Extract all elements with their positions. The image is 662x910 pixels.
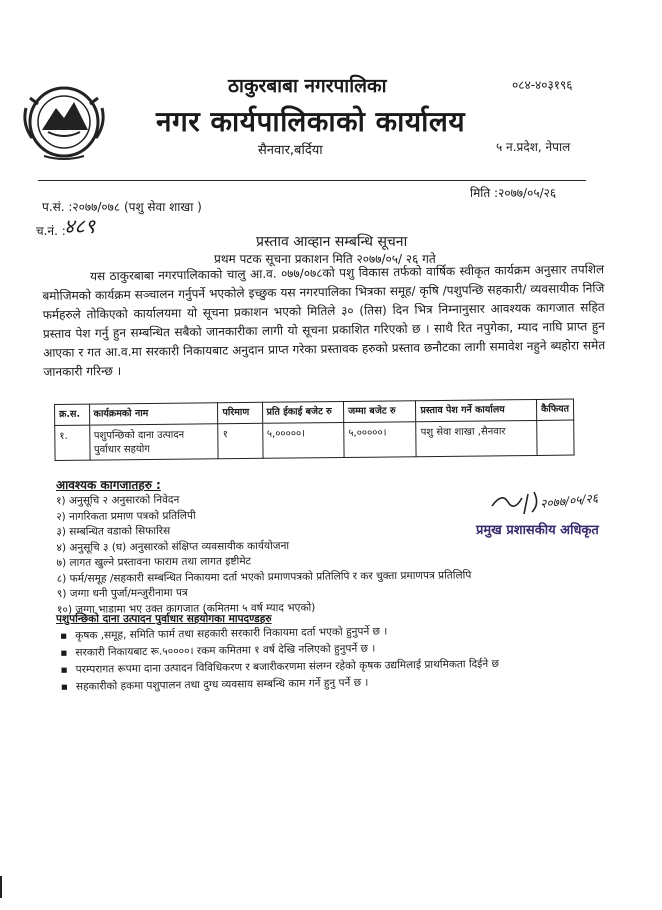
- list-item: ▪ कृषक ,समूह, समिति फार्म तथा सहकारी सरकारी निकायमा दर्ता भएको हुनुपर्ने छ ।: [60, 622, 499, 645]
- cell-quantity: १: [218, 423, 262, 458]
- cell-unit-budget: ५,०००००।: [262, 422, 344, 458]
- office-address: सैनवार,बर्दिया: [258, 143, 323, 158]
- municipality-name: ठाकुरबाबा नगरपालिका: [228, 75, 387, 97]
- standards-list: [60, 622, 499, 696]
- list-item: ▪ सरकारी निकायबाट रू.५००००। रकम कमितमा १ वर्ष देखि नलिएको हुनुपर्ने छ ।: [60, 639, 499, 662]
- office-name: नगर कार्यपालिकाको कार्यालय: [156, 105, 466, 138]
- table-row: [55, 420, 574, 460]
- notice-body: [42, 260, 606, 382]
- chalani-label: च.नं. :: [36, 224, 66, 238]
- notice-subtitle: प्रथम पटक सूचना प्रकाशन मिति २०७७/०५/ २६ गते: [214, 252, 436, 266]
- col-quantity: परिमाण: [218, 402, 262, 423]
- list-item: ८) फर्म/समूह /सहकारी सम्बन्धित निकायमा दर्ता भएको प्रमाणपत्रको प्रतिलिपि र कर चुक्ता प्रमाणपत्र प्रतिलिपि: [56, 568, 472, 585]
- phone-number: ०८४-४०३१९६: [512, 78, 573, 92]
- col-program-name: कार्यक्रमको नाम: [89, 403, 218, 425]
- list-item: १) अनुसूचि २ अनुसारको निवेदन: [56, 493, 180, 507]
- col-total-budget: जम्मा बजेट रु: [343, 401, 416, 423]
- scan-edge-mark: [0, 876, 2, 898]
- province-label: ५ न.प्रदेश, नेपाल: [496, 140, 571, 154]
- program-table: [54, 399, 575, 461]
- list-item: ▪ परम्परागत रूपमा दाना उत्पादन विविधिकरण र बजारीकरणमा संलग्न रहेको कृषक उद्यमिलाई प्राथमिकता दिईने छ: [60, 656, 499, 679]
- cell-remarks: [537, 420, 574, 455]
- notice-title: प्रस्ताव आव्हान सम्बन्धि सूचना: [256, 234, 408, 250]
- header-divider: [38, 180, 586, 181]
- issue-date: मिति :२०७७/०५/२६: [470, 186, 557, 200]
- list-item: १०) जग्गा भाडामा भए उक्त कागजात (कमितमा ५ वर्ष म्याद भएको): [56, 601, 316, 616]
- list-item: ३) सम्बन्धित वडाको सिफारिस: [56, 525, 171, 538]
- cell-serial: १.: [55, 425, 90, 460]
- cell-total-budget: ५,०००००।: [344, 422, 417, 458]
- standards-heading: पशुपन्छिको दाना उत्पादन पुर्वाधार सहयोगका मापदण्डहरु: [56, 613, 272, 625]
- list-item: ▪ सहकारीको हकमा पशुपालन तथा दुग्ध व्यवसाय सम्बन्धि काम गर्ने हुनु पर्ने छ ।: [61, 673, 500, 696]
- requirements-heading: आवश्यक कागजातहरु :: [56, 478, 161, 492]
- col-unit-budget: प्रति ईकाई बजेट रु: [262, 401, 344, 423]
- signature-date: २०७७/०५/२६: [539, 491, 599, 511]
- cell-submit-office: पशु सेवा शाखा ,सैनवार: [416, 420, 537, 456]
- cell-program-name: पशुपन्छिको दाना उत्पादन पुर्वाधार सहयोग: [89, 424, 218, 460]
- col-remarks: कैफियत: [536, 399, 573, 420]
- requirements-list: [56, 490, 472, 618]
- list-item: ९) जग्गा धनी पुर्जा/मन्जुरीनामा पत्र: [56, 586, 188, 600]
- patra-sankhya: प.सं. :२०७७/०७८ (पशु सेवा शाखा ): [42, 200, 202, 214]
- list-item: ७) लागत खुल्ने प्रस्तावना फाराम तथा लागत इष्टीमेट: [56, 555, 251, 569]
- signatory-title: प्रमुख प्रशासकीय अधिकृत: [476, 523, 599, 538]
- list-item: ४) अनुसूचि ३ (घ) अनुसारको संक्षिप्त व्यवसायीक कार्ययोजना: [56, 539, 290, 554]
- chalani-number: ४८९: [64, 214, 96, 238]
- notice-body-paragraph: यस ठाकुरबाबा नगरपालिकाको चालु आ.व. ०७७/०७८को पशु विकास तर्फको वार्षिक स्वीकृत कार्यक्रम अनुसार तपशिल बमोजिमको कार्यक्रम सञ्चालन गर्नुपर्ने भएकोले इच्छुक यस नगरपालिका भित्रका समूह/ कृषि /पशुपन्छि सहकारी/ व्यवसायीक निजि फर्महरुले तोकिएको कार्यालयमा यो सूचना प्रकाशन भएको मितिले ३० (तिस) दिन भित्र निम्नानुसार आवश्यक कागजात सहित प्रस्ताव पेश गर्नु हुन सम्बन्धित सबैको जानकारीका लागी यो सूचना प्रकाशित गरिएको छ । साथै रित नपुगेका, म्याद नाघि प्राप्त हुन आएका र गत आ.व.मा सरकारी निकायबाट अनुदान प्राप्त गरेका प्रस्तावक हरुको प्रस्ताव छनौटका लागी समावेश नहुने ब्यहोरा समेत जानकारी गरिन्छ ।: [42, 262, 606, 379]
- col-serial: क्र.स.: [55, 404, 90, 425]
- municipality-seal-icon: [18, 78, 110, 164]
- col-submit-office: प्रस्ताव पेश गर्ने कार्यालय: [416, 399, 537, 421]
- list-item: २) नागरिकता प्रमाण पत्रको प्रतिलिपी: [56, 509, 196, 523]
